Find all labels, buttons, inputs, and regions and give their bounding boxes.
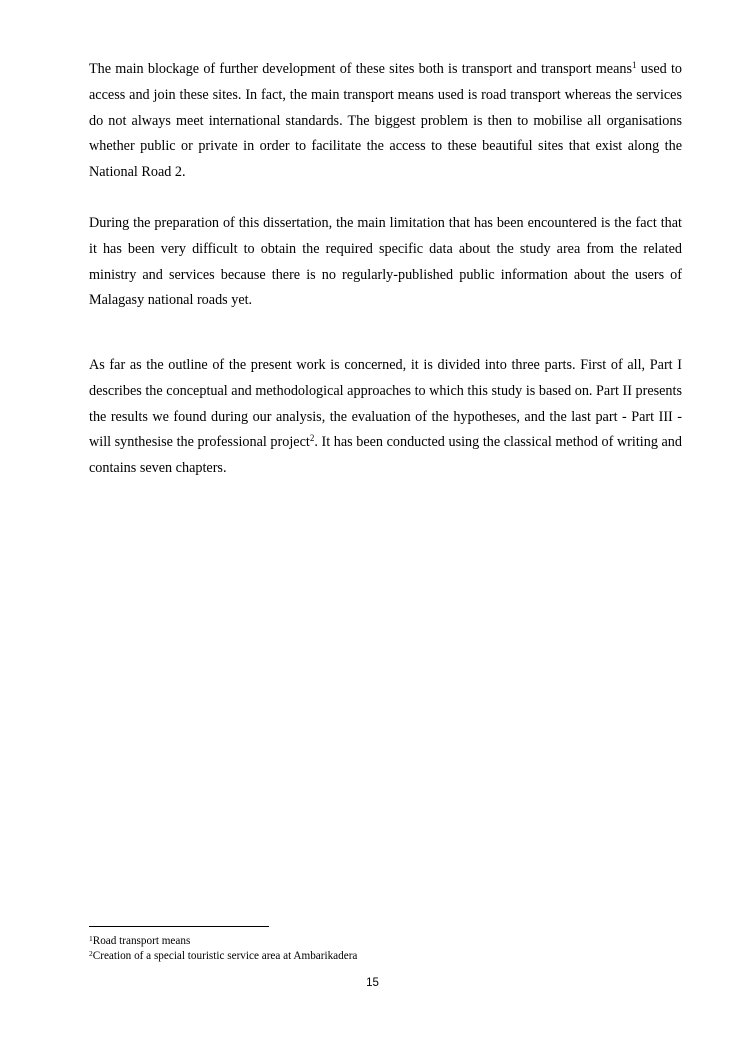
- paragraph-text-continued: used to access and join these sites. In fact, the main transport means used is road transport whereas the services do not always meet international standards. The biggest problem is then to mobilise all organisations whether public or private in order to facilitate the access to these beautiful sites that exist along the National Road 2.: [89, 61, 683, 181]
- body-paragraph-outline: [89, 353, 682, 482]
- body-paragraph-limitations: [89, 211, 682, 314]
- footnote-text: Road transport means: [92, 935, 191, 947]
- paragraph-text: The main blockage of further development of these sites both is transport and transport means: [89, 61, 632, 77]
- footnote-reference-1: 1: [632, 60, 637, 70]
- footnote-text: Creation of a special touristic service area at Ambarikadera: [92, 950, 358, 962]
- footnote-separator: [89, 926, 269, 927]
- footnote-1: [89, 934, 190, 948]
- paragraph-text-continued: . It has been conducted using the classical method of writing and contains seven chapters.: [89, 434, 682, 477]
- footnote-marker: 1: [89, 934, 93, 943]
- paragraph-text: As far as the outline of the present work is concerned, it is divided into three parts. First of all, Part I describes the conceptual and methodological approaches to which this study is based on. Part II presents the results we found during our analysis, the evaluation of the hypotheses, and the last part - Part III - will synthesise the professional project: [89, 357, 682, 451]
- page-number: 15: [366, 977, 379, 989]
- paragraph-text: During the preparation of this dissertation, the main limitation that has been encountered is the fact that it has been very difficult to obtain the required specific data about the study area from the related ministry and services because there is no regularly-published public information about the users of Malagasy national roads yet.: [89, 215, 682, 309]
- footnote-marker: 2: [89, 949, 93, 958]
- footnote-reference-2: 2: [309, 433, 315, 444]
- footnote-2: [89, 949, 357, 963]
- body-paragraph-transport: [89, 57, 682, 186]
